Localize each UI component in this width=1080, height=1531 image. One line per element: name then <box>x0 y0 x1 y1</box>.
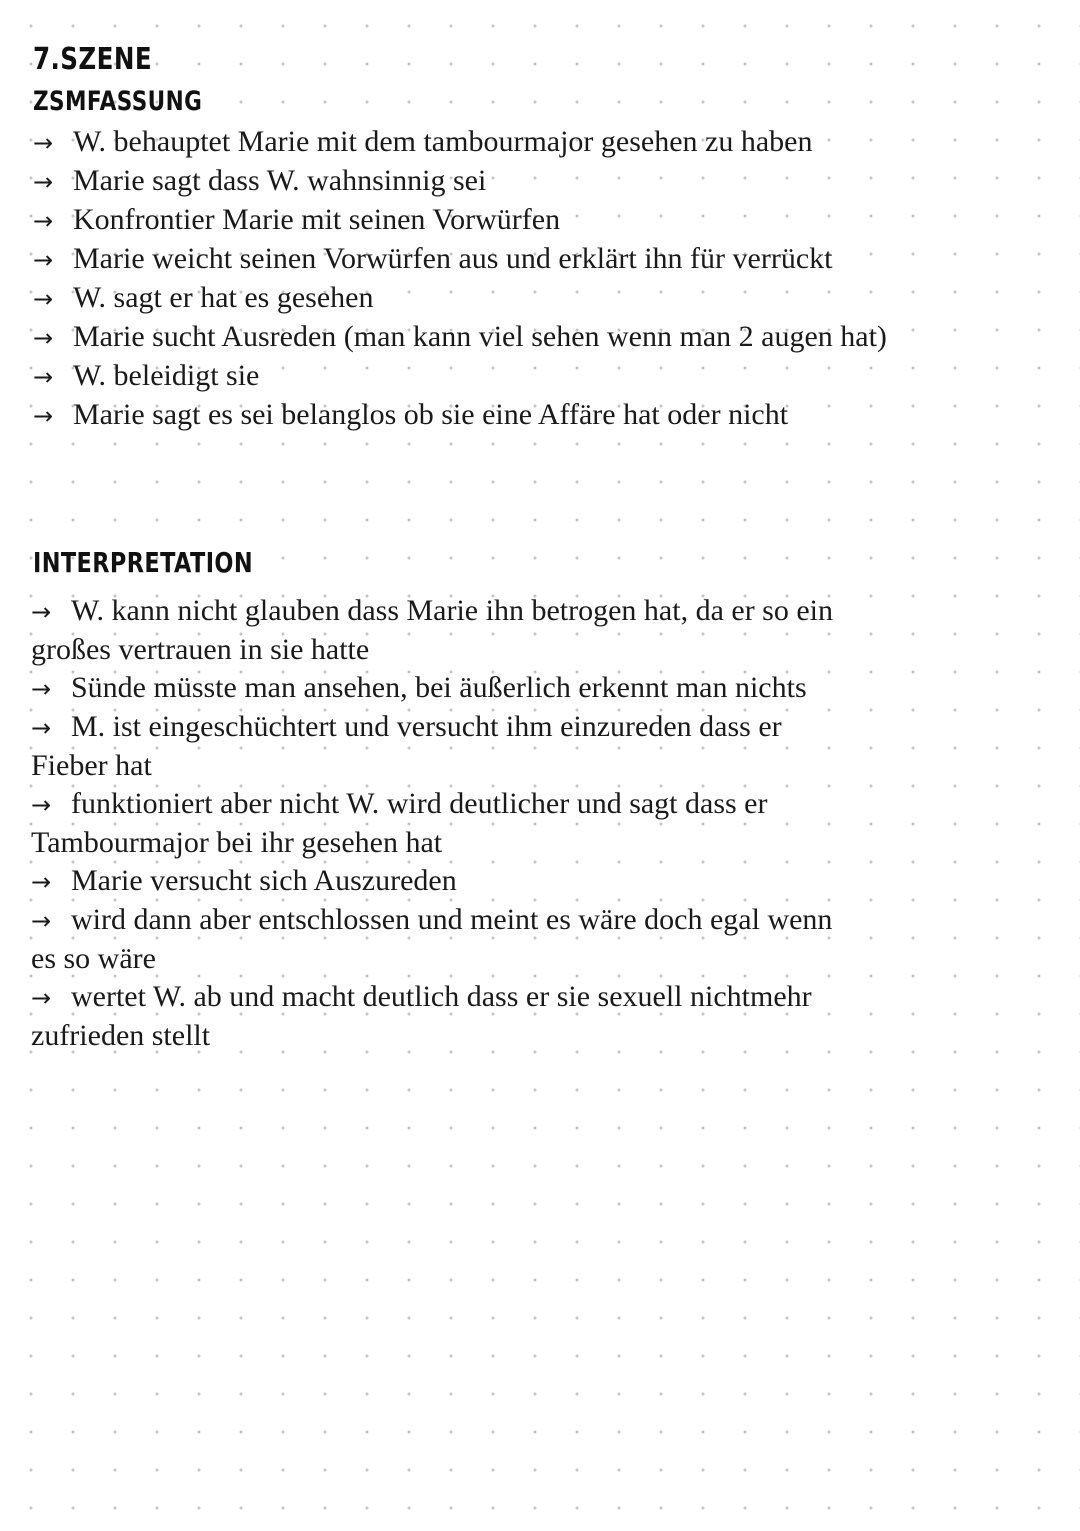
arrow-right-icon: → <box>33 324 54 352</box>
summary-item-text: W. beleidigt sie <box>73 359 260 392</box>
list-item <box>33 318 913 357</box>
interpretation-item-text: Sünde müsste man ansehen, bei äußerlich erkennt man nichts <box>71 671 807 704</box>
interpretation-item-text: W. kann nicht glauben dass Marie ihn betrogen hat, da er so ein großes vertrauen in sie hatte <box>31 594 834 666</box>
list-item <box>31 785 861 862</box>
summary-item-text: Konfrontier Marie mit seinen Vorwürfen <box>73 203 561 236</box>
list-item <box>31 901 861 978</box>
list-item <box>31 669 861 708</box>
summary-list <box>33 123 913 435</box>
interpretation-heading: INTERPRETATION <box>33 546 254 579</box>
arrow-right-icon: → <box>31 714 52 742</box>
scene-title: 7.SZENE <box>33 42 153 77</box>
summary-item-text: W. sagt er hat es gesehen <box>73 281 374 314</box>
arrow-right-icon: → <box>33 129 54 157</box>
arrow-right-icon: → <box>31 791 52 819</box>
arrow-right-icon: → <box>33 402 54 430</box>
arrow-right-icon: → <box>31 598 52 626</box>
list-item <box>31 592 861 669</box>
list-item <box>31 862 861 901</box>
arrow-right-icon: → <box>33 363 54 391</box>
list-item <box>33 123 913 162</box>
arrow-right-icon: → <box>33 207 54 235</box>
list-item <box>31 708 861 785</box>
summary-item-text: Marie sucht Ausreden (man kann viel sehen wenn man 2 augen hat) <box>73 320 887 353</box>
arrow-right-icon: → <box>31 868 52 896</box>
interpretation-item-text: Marie versucht sich Auszureden <box>71 864 457 897</box>
arrow-right-icon: → <box>33 246 54 274</box>
interpretation-item-text: M. ist eingeschüchtert und versucht ihm einzureden dass er Fieber hat <box>31 710 782 782</box>
arrow-right-icon: → <box>33 168 54 196</box>
arrow-right-icon: → <box>31 907 52 935</box>
list-item <box>33 279 913 318</box>
interpretation-item-text: wird dann aber entschlossen und meint es wäre doch egal wenn es so wäre <box>31 903 833 975</box>
list-item <box>33 396 913 435</box>
arrow-right-icon: → <box>33 285 54 313</box>
summary-item-text: W. behauptet Marie mit dem tambourmajor gesehen zu haben <box>73 125 813 158</box>
list-item <box>33 357 913 396</box>
list-item <box>33 240 913 279</box>
list-item <box>33 201 913 240</box>
list-item <box>31 978 861 1055</box>
interpretation-list <box>31 592 861 1055</box>
summary-item-text: Marie sagt es sei belanglos ob sie eine Affäre hat oder nicht <box>73 398 789 431</box>
arrow-right-icon: → <box>31 675 52 703</box>
interpretation-item-text: funktioniert aber nicht W. wird deutlicher und sagt dass er Tambourmajor bei ihr gesehen hat <box>31 787 768 859</box>
summary-heading: ZSMFASSUNG <box>33 86 203 117</box>
summary-item-text: Marie sagt dass W. wahnsinnig sei <box>73 164 487 197</box>
interpretation-item-text: wertet W. ab und macht deutlich dass er sie sexuell nichtmehr zufrieden stellt <box>31 980 812 1052</box>
arrow-right-icon: → <box>31 984 52 1012</box>
summary-item-text: Marie weicht seinen Vorwürfen aus und erklärt ihn für verrückt <box>73 242 833 275</box>
list-item <box>33 162 913 201</box>
